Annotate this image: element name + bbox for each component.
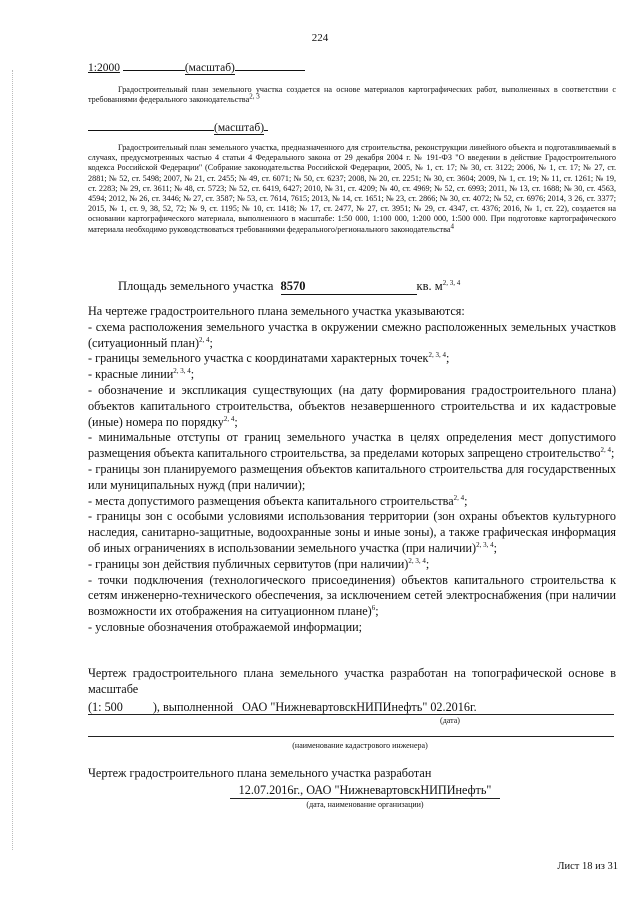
topo-scale: (1: 500 <box>88 700 123 714</box>
scale-2-row <box>88 122 268 134</box>
list-item: - схема расположения земельного участка в окружении смежно расположенных земельных участков (ситуационный план)$^{2, 4}$; <box>88 319 616 350</box>
scale-1-row <box>88 62 305 74</box>
developed-text: Чертеж градостроительного плана земельного участка разработан <box>88 766 432 780</box>
note-2 <box>88 143 616 235</box>
scale-1-label: (масштаб) <box>184 62 235 74</box>
area-row <box>118 279 460 295</box>
scale-1-value: 1:2000 <box>88 62 120 74</box>
topo-scale-row <box>88 700 616 715</box>
drawing-contents <box>88 304 616 636</box>
list-item: - обозначение и экспликация существующих (на дату формирования градостроительного плана) объектов капитального строительства, объектов незавершенного строительства и их кадастровые (иные) номера по порядку$^{2, 4}$; <box>88 382 616 429</box>
list-item: - места допустимого размещения объекта капитального строительства$^{2, 4}$; <box>88 493 468 508</box>
list-item: - минимальные отступы от границ земельного участка в целях определения мест допустимого размещения объекта капитального строительства, за пределами которых запрещено строительство$^{2, 4}$; <box>88 430 616 461</box>
note-1-sup: 2, 3 <box>249 92 260 101</box>
area-unit: кв. м <box>416 279 443 293</box>
scale-2-label: (масштаб) <box>214 122 265 134</box>
list-item: - точки подключения (технологического присоединения) объектов капитального строительства к сетям инженерно-технического обеспечения, за исключением сетей электроснабжения (при наличии возможности их отображения на ситуационном плане)$^6$; <box>88 572 616 619</box>
topo-organization: ОАО "НижневартовскНИПИнефть" 02.2016г. <box>242 700 477 714</box>
page-edge-dots <box>12 70 13 850</box>
list-item: - границы зон с особыми условиями использования территории (зон охраны объектов культурного наследия, санитарно-защитные, водоохранные зоны и иные зоны), а также графическая информация об иных ограничениях в использовании земельного участка (при наличии)$^{2, 3, 4}$; <box>88 509 616 555</box>
engineer-caption: (наименование кадастрового инженера) <box>292 741 428 750</box>
list-item: - условные обозначения отображаемой информации; <box>88 619 363 634</box>
topo-close: ), выполненной <box>152 700 234 714</box>
drawing-intro: На чертеже градостроительного плана земельного участка указываются: <box>88 304 465 318</box>
engineer-line <box>88 736 614 737</box>
note-2-text: Градостроительный план земельного участка, предназначенного для строительства, реконструкции линейного объекта и подготавливаемый в случаях, предусмотренных частью 4 статьи 4 Федерального закона от 29 декабря 2004 г. № 191-ФЗ "О введении в действие Градостроительного кодекса Российской Федерации" (Собрание законодательства Российской Федерации, 2005, № 1, ст. 17; № 30, ст. 3122; 2006, № 1, ст. 17; № 27, ст. 2881; № 52, ст. 5498; 2007, № 21, ст. 2455; № 49, ст. 6071; № 50, ст. 6237; 2008, № 20, ст. 2251; № 30, ст. 3604; 2009, № 1, ст. 19; № 11, ст. 1261; № 19, ст. 2283; № 29, ст. 3611; № 48, ст. 5723; № 52, ст. 6419, 6427; 2010, № 31, ст. 4209; № 40, ст. 4969; № 52, ст. 6993; 2011, № 13, ст. 1688; № 30, ст. 4563, 4594; 2012, № 26, ст. 3446; № 27, ст. 3587; № 53, ст. 7614, 7615; 2013, № 14, ст. 1651; № 23, ст. 2866; № 30, ст. 4072; № 52, ст. 6976; 2014, 3 26, ст. 3377; 2015, № 1, ст. 9, 38, 52, 72; № 9, ст. 1195; № 10, ст. 1418; № 17, ст. 2477, № 27, ст. 3951; № 29, ст. 4347, ст. 4376; 2016, № 1, ст. 22), создается на основании картографического материала, выполненного в масштабе: 1:50 000, 1:100 000, 1:200 000, 1:500 000. При подготовке картографического материала необходимо руководствоваться требованиями федерального/регионального законодательства <box>88 143 616 234</box>
note-1-text: Градостроительный план земельного участка создается на основе материалов картографических работ, выполненных в соответствии с требованиями федерального законодательства <box>88 85 616 105</box>
sheet-counter: Лист 18 из 31 <box>557 861 618 872</box>
area-label: Площадь земельного участка <box>118 279 274 293</box>
note-1 <box>88 85 616 105</box>
list-item: - красные линии$^{2, 3, 4}$; <box>88 367 195 382</box>
topo-text: Чертеж градостроительного плана земельного участка разработан на топографической основе в масштабе <box>88 666 616 696</box>
developed-caption: (дата, наименование организации) <box>306 800 424 809</box>
developed-value: 12.07.2016г., ОАО "НижневартовскНИПИнефть" <box>230 783 500 799</box>
date-caption: (дата) <box>440 716 460 725</box>
area-sup: 2, 3, 4 <box>442 278 461 287</box>
list-item: - границы зон планируемого размещения объектов капитального строительства для государственных или муниципальных нужд (при наличии); <box>88 461 616 492</box>
area-value: 8570 <box>281 279 417 295</box>
list-item: - границы земельного участка с координатами характерных точек$^{2, 3, 4}$; <box>88 351 450 366</box>
topo-paragraph <box>88 666 616 698</box>
list-item: - границы зон действия публичных сервитутов (при наличии)$^{2, 3, 4}$; <box>88 556 430 571</box>
scale-2-value <box>88 130 214 131</box>
topo-underline <box>88 714 614 715</box>
page-number: 224 <box>311 32 329 44</box>
note-2-sup: 4 <box>450 221 454 230</box>
